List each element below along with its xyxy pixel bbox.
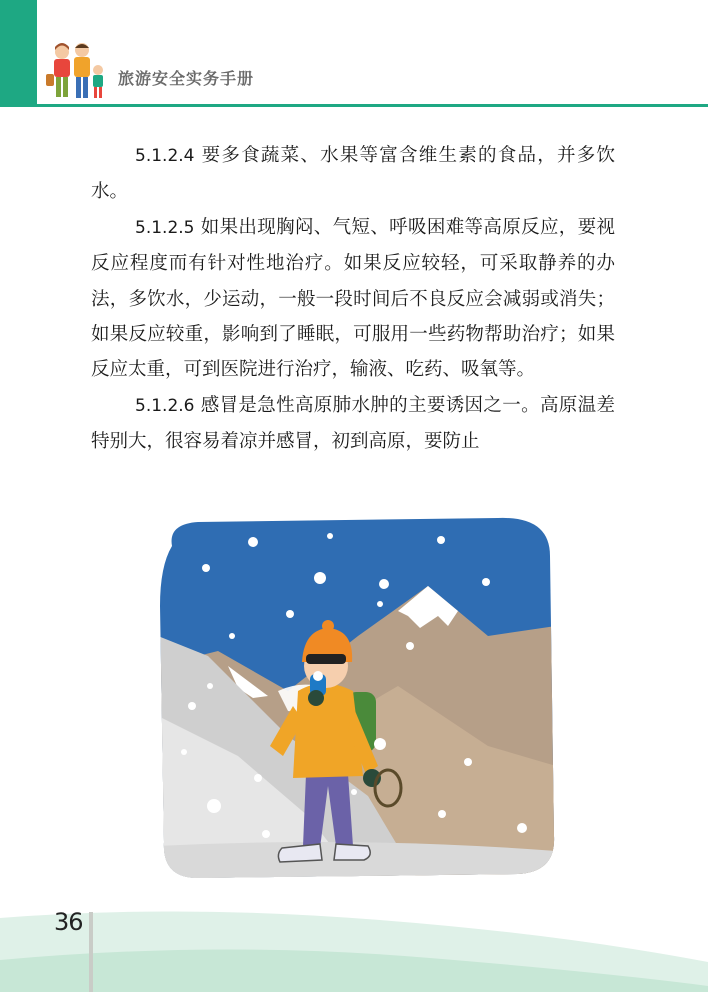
page-number: 36 xyxy=(54,908,83,936)
mountain-climber-oxygen-illustration xyxy=(158,516,556,880)
family-travelers-icon xyxy=(44,38,110,104)
footer-wave xyxy=(0,900,708,992)
header-rule xyxy=(37,104,708,107)
paragraph-5-1-2-4 xyxy=(91,138,615,210)
header-green-tab xyxy=(0,0,37,107)
paragraph-text: 要多食蔬菜、水果等富含维生素的食品，并多饮水。 xyxy=(91,145,615,203)
page-number-bar xyxy=(89,912,93,992)
body-text xyxy=(91,138,615,460)
section-number: 5.1.2.6 xyxy=(135,395,195,416)
paragraph-5-1-2-6 xyxy=(91,388,615,460)
paragraph-text: 感冒是急性高原肺水肿的主要诱因之一。高原温差特别大，很容易着凉并感冒，初到高原，要防止 xyxy=(91,394,615,453)
book-title: 旅游安全实务手册 xyxy=(118,69,255,88)
section-number: 5.1.2.5 xyxy=(135,217,195,238)
paragraph-text: 如果出现胸闷、气短、呼吸困难等高原反应，要视反应程度而有针对性地治疗。如果反应较轻，可采取静养的办法，多饮水，少运动，一般一段时间后不良反应会减弱或消失；如果反应较重，影响到了睡眠，可服用一些药物帮助治疗；如果反应太重，可到医院进行治疗，输液、吃药、吸氧等。 xyxy=(91,216,615,381)
paragraph-5-1-2-5 xyxy=(91,210,615,388)
section-number: 5.1.2.4 xyxy=(135,146,195,166)
